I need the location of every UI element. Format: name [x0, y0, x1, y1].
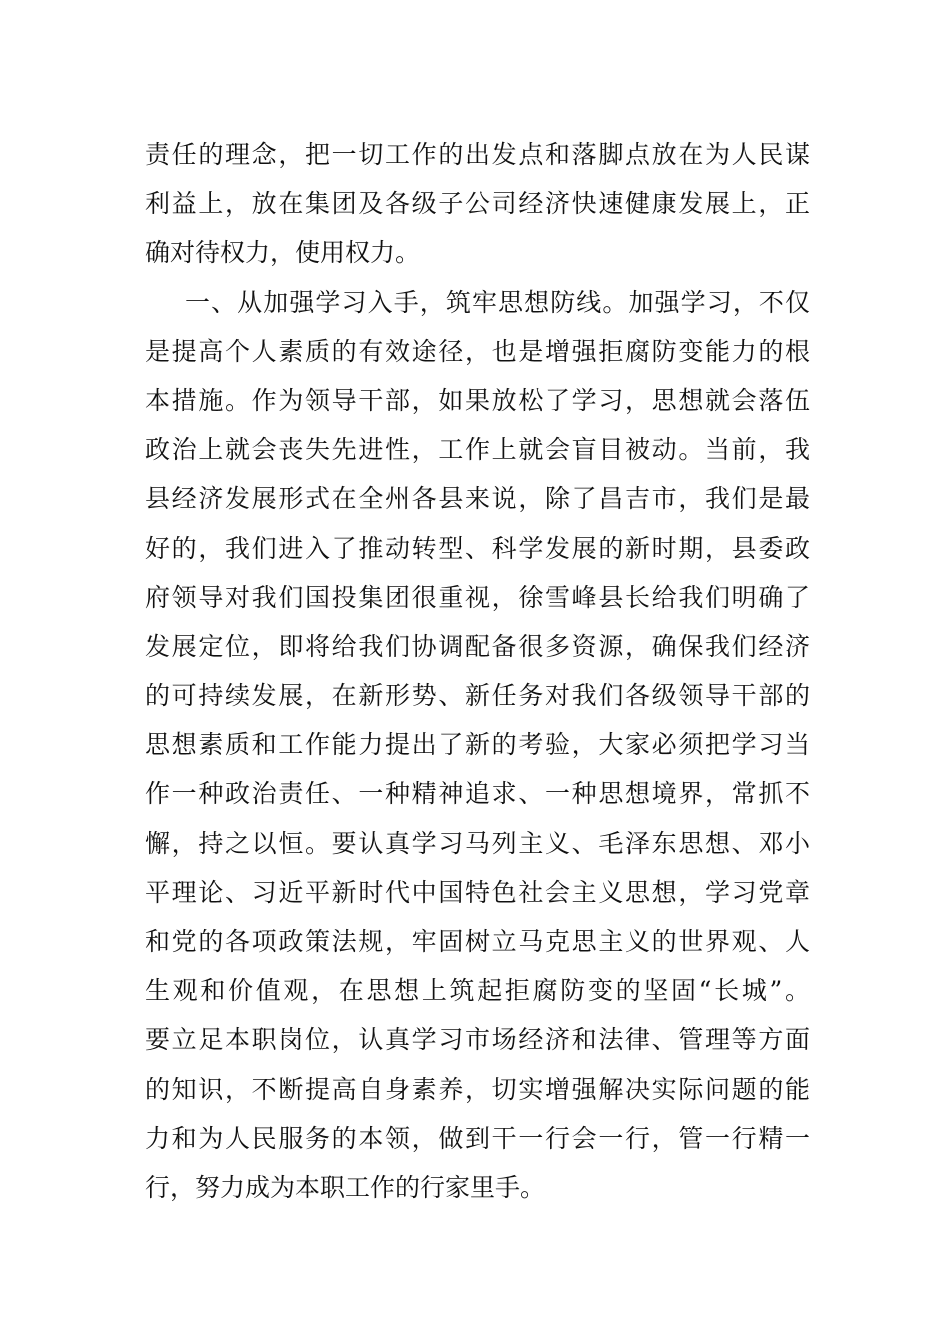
text-line: 和党的各项政策法规，牢固树立马克思主义的世界观、人 [145, 927, 810, 956]
text-line: 利益上，放在集团及各级子公司经济快速健康发展上，正 [145, 189, 810, 219]
text-line: 力和为人民服务的本领，做到干一行会一行，管一行精一 [145, 1123, 810, 1153]
text-line: 好的，我们进入了推动转型、科学发展的新时期，县委政 [145, 533, 810, 563]
text-line: 县经济发展形式在全州各县来说，除了昌吉市，我们是最 [145, 484, 810, 514]
text-line: 是提高个人素质的有效途径，也是增强拒腐防变能力的根 [145, 336, 810, 366]
text-line: 要立足本职岗位，认真学习市场经济和法律、管理等方面 [145, 1025, 810, 1055]
paragraph-first-line: 一、从加强学习入手，筑牢思想防线。加强学习，不仅 [185, 287, 810, 317]
text-line: 本措施。作为领导干部，如果放松了学习，思想就会落伍 [145, 385, 810, 415]
text-line: 确对待权力，使用权力。 [145, 238, 421, 268]
text-line: 的可持续发展，在新形势、新任务对我们各级领导干部的 [145, 681, 810, 711]
text-line: 行，努力成为本职工作的行家里手。 [145, 1172, 546, 1202]
text-line: 责任的理念，把一切工作的出发点和落脚点放在为人民谋 [145, 140, 810, 169]
text-line: 政治上就会丧失先进性，工作上就会盲目被动。当前，我 [145, 435, 810, 465]
text-line: 生观和价值观，在思想上筑起拒腐防变的坚固“长城”。 [145, 976, 810, 1006]
text-line: 作一种政治责任、一种精神追求、一种思想境界，常抓不 [145, 779, 810, 809]
text-line: 懈，持之以恒。要认真学习马列主义、毛泽东思想、邓小 [145, 828, 810, 858]
body-text [145, 130, 810, 1212]
text-line: 发展定位，即将给我们协调配备很多资源，确保我们经济 [145, 631, 810, 661]
text-line: 的知识，不断提高自身素养，切实增强解决实际问题的能 [145, 1074, 810, 1104]
text-line: 府领导对我们国投集团很重视，徐雪峰县长给我们明确了 [145, 582, 810, 612]
text-line: 平理论、习近平新时代中国特色社会主义思想，学习党章 [145, 877, 810, 907]
text-line: 思想素质和工作能力提出了新的考验，大家必须把学习当 [145, 730, 810, 760]
